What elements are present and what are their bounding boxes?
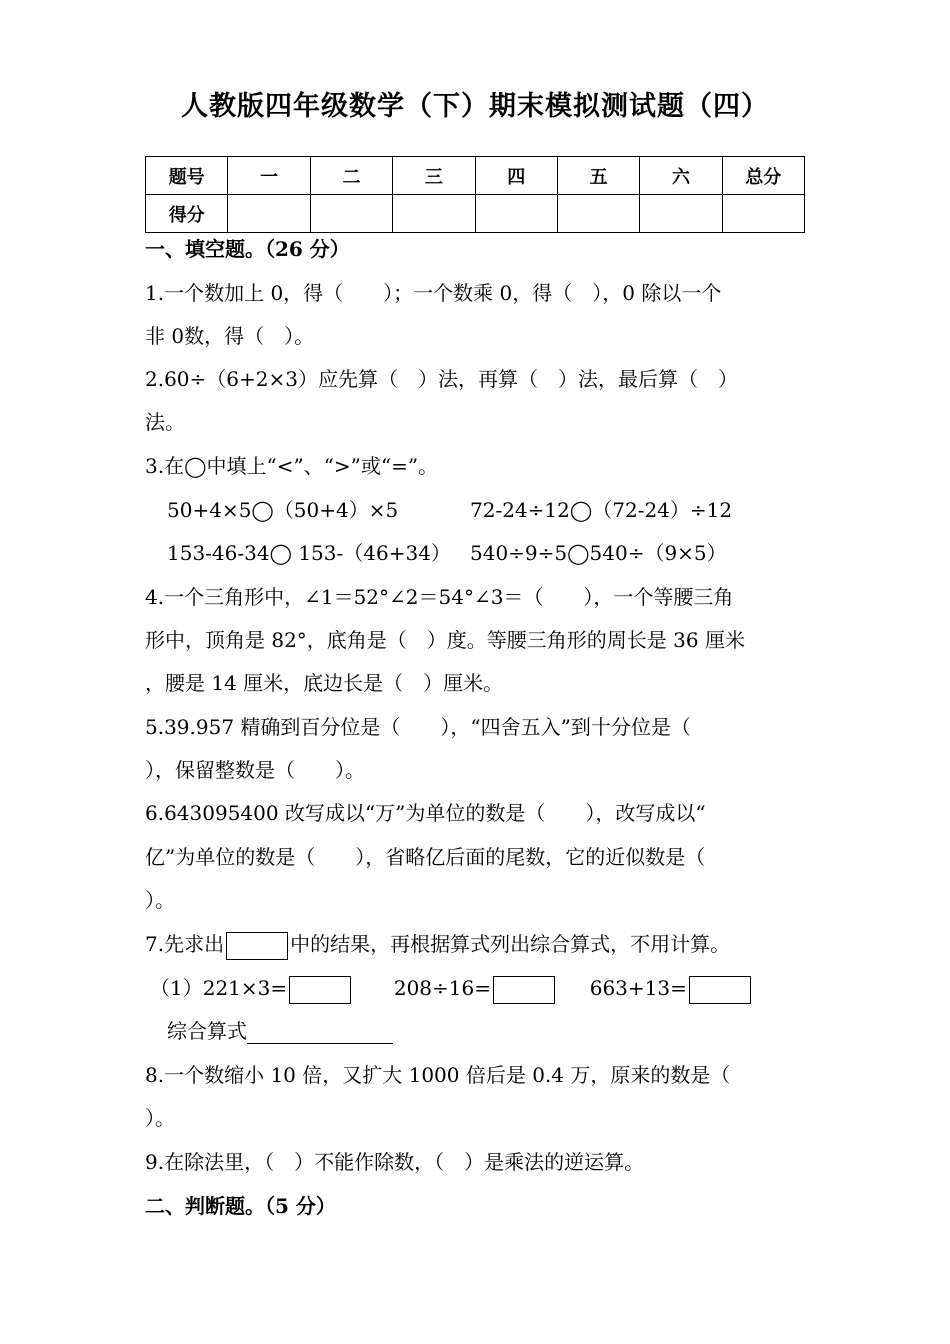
page-title: 人教版四年级数学（下）期末模拟测试题（四） [181, 91, 769, 122]
combined-formula-label: 综合算式 [167, 1019, 247, 1043]
score-cell [228, 195, 310, 233]
score-header-cell: 四 [475, 157, 557, 195]
score-cell [393, 195, 475, 233]
question-line: 形中，顶角是 82°，底角是（ ）度。等腰三角形的周长是 36 厘米 [145, 628, 745, 652]
section-heading: 二、判断题。（5 分） [145, 1194, 336, 1218]
question-text: 7.先求出 [145, 932, 225, 956]
question-line: 9.在除法里，（ ）不能作除数，（ ）是乘法的逆运算。 [145, 1150, 645, 1174]
score-header-cell: 三 [393, 157, 475, 195]
combined-formula-row [167, 1018, 393, 1044]
score-header-cell: 六 [640, 157, 722, 195]
score-cell [475, 195, 557, 233]
score-cell [640, 195, 722, 233]
answer-box[interactable] [493, 976, 555, 1004]
comparison-expression: 50+4×5◯（50+4）×5 [167, 498, 399, 522]
question-line: 2.60÷（6+2×3）应先算（ ）法，再算（ ）法，最后算（ ） [145, 367, 738, 391]
answer-underline[interactable] [247, 1021, 393, 1044]
score-cell [310, 195, 392, 233]
answer-box[interactable] [289, 976, 351, 1004]
question-text: 中的结果，再根据算式列出综合算式，不用计算。 [290, 932, 731, 956]
score-header-cell: 总分 [722, 157, 804, 195]
question-line: 3.在◯中填上“<”、“>”或“=”。 [145, 454, 439, 478]
question-line: ，腰是 14 厘米，底边长是（ ）厘米。 [145, 671, 504, 695]
equation-row [150, 975, 753, 1004]
score-header-cell: 一 [228, 157, 310, 195]
question-line: 法。 [145, 410, 185, 434]
score-header-cell: 五 [557, 157, 639, 195]
answer-box[interactable] [226, 932, 288, 960]
question-line: 6.643095400 改写成以“万”为单位的数是（ ），改写成以“ [145, 801, 706, 825]
comparison-expression: 153-46-34◯ 153-（46+34） [167, 541, 451, 565]
question-line: 1.一个数加上 0，得（ ）；一个数乘 0，得（ ），0 除以一个 [145, 281, 722, 305]
score-header-cell: 二 [310, 157, 392, 195]
question-line: ）。 [145, 888, 175, 912]
equation-text: 663+13= [589, 976, 687, 1000]
score-header-cell: 题号 [146, 157, 228, 195]
score-table [145, 156, 805, 233]
score-table-score-row [146, 195, 805, 233]
score-cell [722, 195, 804, 233]
question-line: 5.39.957 精确到百分位是（ ），“四舍五入”到十分位是（ [145, 715, 691, 739]
score-table-header-row [146, 157, 805, 195]
question-line-7 [145, 931, 730, 960]
question-line: 非 0数，得（ ）。 [145, 324, 315, 348]
question-line: 8.一个数缩小 10 倍，又扩大 1000 倍后是 0.4 万，原来的数是（ [145, 1063, 731, 1087]
equation-text: 208÷16= [393, 976, 491, 1000]
question-line: ），保留整数是（ ）。 [145, 758, 365, 782]
answer-box[interactable] [689, 976, 751, 1004]
comparison-expression: 72-24÷12◯（72-24）÷12 [470, 498, 733, 522]
question-line: 亿”为单位的数是（ ），省略亿后面的尾数，它的近似数是（ [145, 845, 706, 869]
comparison-expression: 540÷9÷5◯540÷（9×5） [470, 541, 727, 565]
score-row-label: 得分 [146, 195, 228, 233]
section-heading: 一、填空题。（26 分） [145, 237, 350, 261]
question-line: ）。 [145, 1106, 175, 1130]
equation-text: （1）221×3= [150, 976, 288, 1000]
score-cell [557, 195, 639, 233]
question-line: 4.一个三角形中，∠1＝52°∠2＝54°∠3＝（ ），一个等腰三角 [145, 585, 734, 609]
